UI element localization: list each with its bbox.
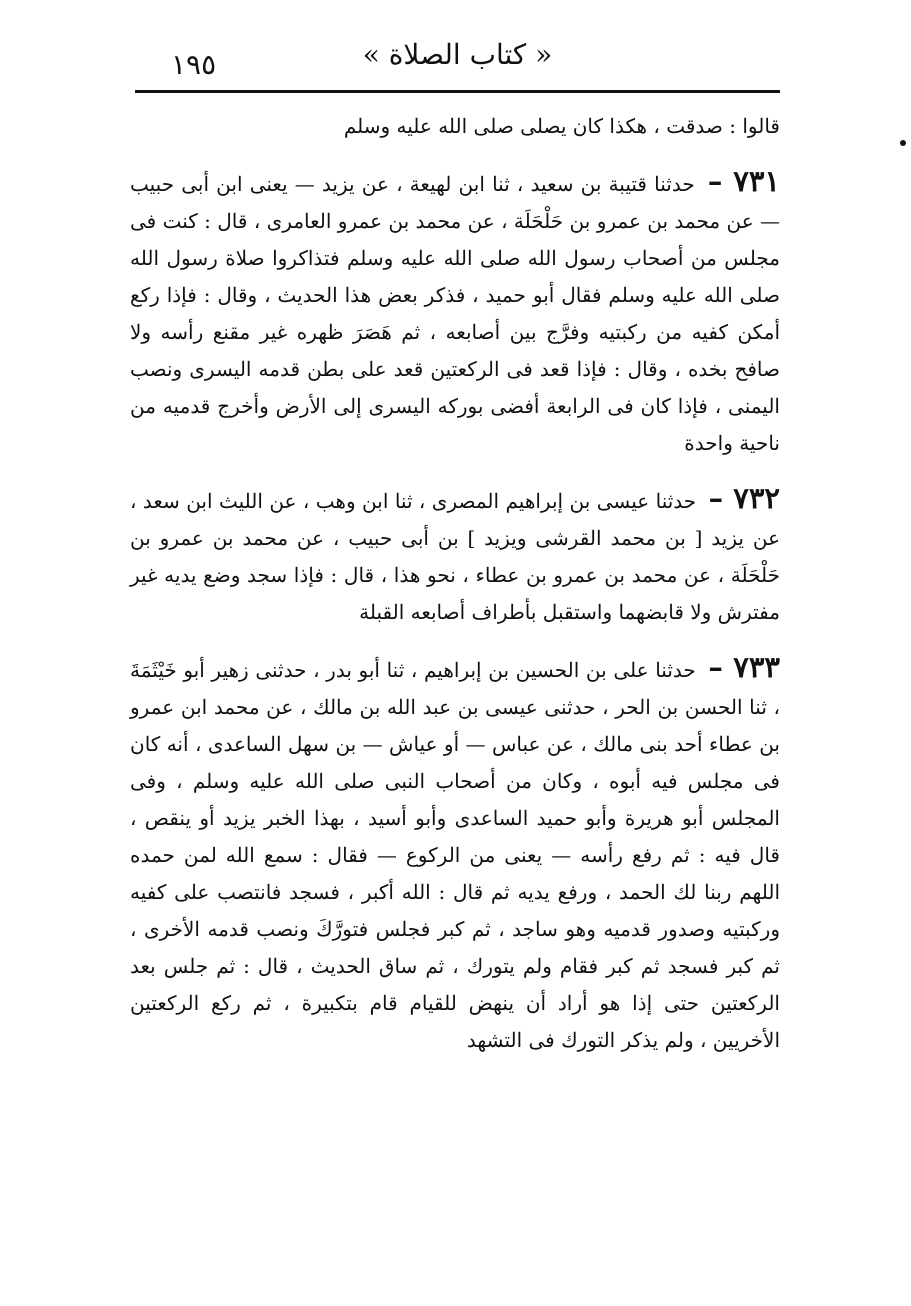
- paragraph-text: قالوا : صدقت ، هكذا كان يصلى صلى الله عليه وسلم: [343, 114, 780, 138]
- hadith-731: [130, 163, 780, 462]
- paragraph-text: حدثنا قتيبة بن سعيد ، ثنا ابن لهيعة ، عن يزيد — يعنى ابن أبى حبيب — عن محمد بن عمرو بن حَلْحَلَة ، عن محمد بن عمرو العامرى ، قال : كنت فى مجلس من أصحاب رسول الله صلى الله عليه وسلم فتذاكروا صلاة رسول الله صلى الله عليه وسلم فقال أبو حميد ، فذكر بعض هذا الحديث ، وقال : فإذا ركع أمكن كفيه من ركبتيه وفرَّج بين أصابعه ، ثم هَصَرَ ظهره غير مقنع رأسه ولا صافح بخده ، وقال : فإذا قعد فى الركعتين قعد على بطن قدمه اليسرى ونصب اليمنى ، فإذا كان فى الرابعة أفضى بوركه اليسرى إلى الأرض وأخرج قدميه من ناحية واحدة: [130, 172, 780, 455]
- paragraph-text: حدثنا على بن الحسين بن إبراهيم ، ثنا أبو بدر ، حدثنى زهير أبو خَيْثَمَةَ ، ثنا الحسن بن الحر ، حدثنى عيسى بن عبد الله بن مالك ، عن محمد ابن عمرو بن عطاء أحد بنى مالك ، عن عباس — أو عياش — بن سهل الساعدى ، أنه كان فى مجلس فيه أبوه ، وكان من أصحاب النبى صلى الله عليه وسلم ، وفى المجلس أبو هريرة وأبو حميد الساعدى وأبو أسيد ، بهذا الخبر يزيد أو ينقص ، قال فيه : ثم رفع رأسه — يعنى من الركوع — فقال : سمع الله لمن حمده اللهم ربنا لك الحمد ، ورفع يديه ثم قال : الله أكبر ، فسجد فانتصب على كفيه وركبتيه وصدور قدميه وهو ساجد ، ثم كبر فجلس فتورَّكَ ونصب قدمه الأخرى ، ثم كبر فسجد ثم كبر فقام ولم يتورك ، ثم ساق الحديث ، قال : ثم جلس بعد الركعتين حتى إذا هو أراد أن ينهض للقيام قام بتكبيرة ، ثم ركع الركعتين الأخريين ، ولم يذكر التورك فى التشهد: [130, 658, 780, 1052]
- paragraph-text: حدثنا عيسى بن إبراهيم المصرى ، ثنا ابن وهب ، عن الليث ابن سعد ، عن يزيد [ بن محمد القرشى ويزيد ] بن أبى حبيب ، عن محمد بن عمرو بن حَلْحَلَة ، عن محمد بن عمرو بن عطاء ، نحو هذا ، قال : فإذا سجد وضع يديه غير مفترش ولا قابضهما واستقبل بأطراف أصابعه القبلة: [130, 489, 780, 624]
- hadith-733: [130, 649, 780, 1059]
- hadith-732: [130, 480, 780, 631]
- paragraph-continuation: [130, 108, 780, 145]
- body-text: [130, 108, 780, 1059]
- margin-dot: [900, 140, 906, 146]
- page-number: ١٩٥: [171, 48, 217, 81]
- hadith-number: ٧٣١ –: [707, 164, 781, 198]
- page-title: « كتاب الصلاة »: [362, 38, 553, 71]
- header-rule: [135, 90, 780, 93]
- page-header: [135, 30, 780, 90]
- hadith-number: ٧٣٣ –: [708, 650, 780, 684]
- hadith-number: ٧٣٢ –: [708, 481, 780, 515]
